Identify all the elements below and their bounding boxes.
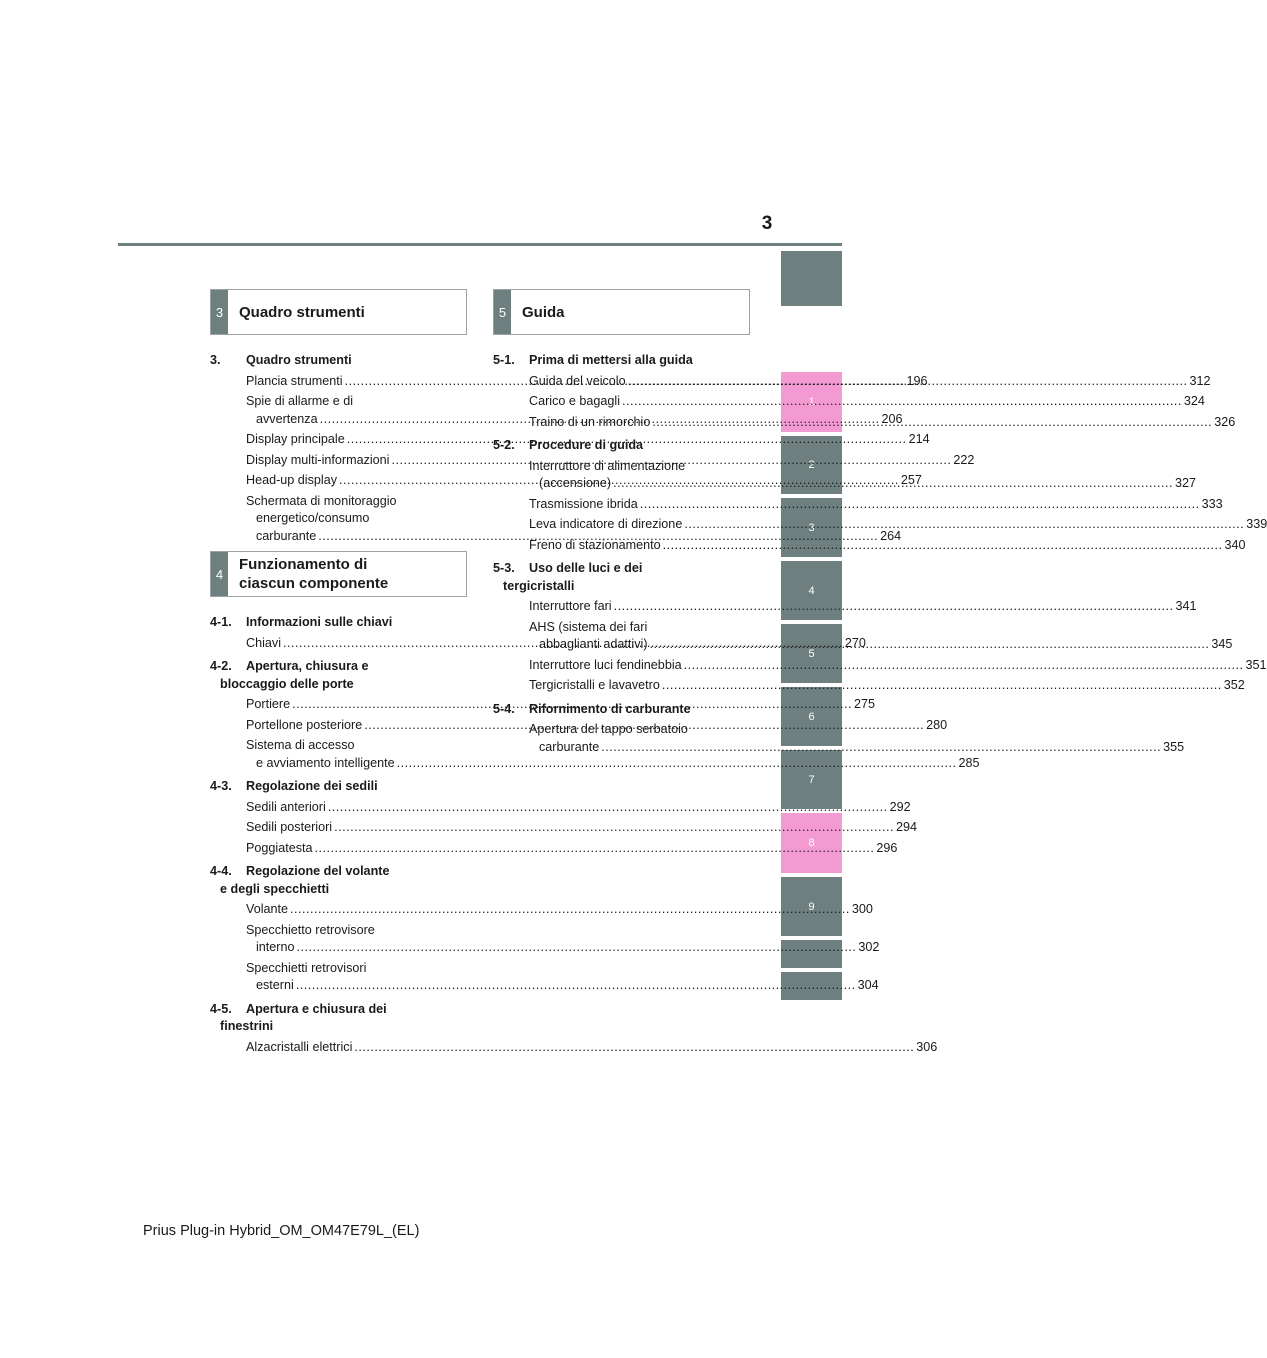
toc-item-text: Display principale <box>246 432 345 446</box>
toc-item-text: abbaglianti adattivi) <box>539 637 648 651</box>
toc-item-text: Sedili posteriori <box>246 820 333 834</box>
section-header-3[interactable] <box>210 289 467 335</box>
side-tab-5[interactable]: 5 <box>781 624 842 683</box>
toc-item-text: (accensione) <box>539 476 612 490</box>
toc-item-text: carburante <box>256 528 317 543</box>
dot-leader <box>354 1040 914 1054</box>
toc-item-text: Alzacristalli elettrici <box>246 1039 353 1054</box>
section-header-4[interactable] <box>210 551 467 597</box>
page-ref: 296 <box>876 840 898 855</box>
footer-document-id: Prius Plug-in Hybrid_OM_OM47E79L_(EL) <box>143 1223 420 1239</box>
dot-leader <box>315 841 875 855</box>
chapter-title: Apertura, chiusura e <box>246 659 369 673</box>
page-ref: 302 <box>858 940 880 954</box>
chapter-title: Procedure di guida <box>529 438 644 452</box>
page-ref: 196 <box>906 373 928 388</box>
page-ref: 280 <box>926 717 948 732</box>
toc-item-text: Spie di allarme e di <box>246 394 354 408</box>
toc-item-text: Chiavi <box>246 635 281 650</box>
page-ref: 327 <box>1174 476 1196 490</box>
toc-item-text: Portiere <box>246 697 291 711</box>
dot-leader <box>628 374 1188 388</box>
chapter-title: bloccaggio delle porte <box>220 676 354 691</box>
toc-chapter[interactable] <box>493 560 743 595</box>
toc-item[interactable] <box>493 537 1246 555</box>
page-ref: 341 <box>1175 599 1197 613</box>
page-ref: 355 <box>1163 739 1185 754</box>
page-ref: 222 <box>953 452 975 467</box>
toc-chapter[interactable] <box>210 863 460 898</box>
toc-item-text: carburante <box>539 739 600 754</box>
toc-item-text: Leva indicatore di direzione <box>529 517 683 531</box>
toc-item[interactable] <box>493 598 1197 616</box>
dot-leader <box>290 902 850 916</box>
toc-item[interactable] <box>210 1039 938 1057</box>
toc-item-text: e avviamento intelligente <box>256 755 395 770</box>
side-tab-9[interactable]: 9 <box>781 877 842 936</box>
page-ref: 340 <box>1224 537 1246 552</box>
dot-leader <box>613 476 1173 490</box>
toc-item-text: Portellone posteriore <box>246 717 363 732</box>
toc-item-text: Plancia strumenti <box>246 373 343 388</box>
chapter-number: 4-4. <box>210 864 232 878</box>
chapter-number: 4-1. <box>210 615 232 629</box>
toc-item-text: esterni <box>256 978 294 992</box>
chapter-title: Prima di mettersi alla guida <box>529 353 693 367</box>
toc-item-text: Apertura del tappo serbatoio <box>529 722 688 736</box>
toc-item-text: Display multi-informazioni <box>246 452 390 467</box>
section-title: Guida <box>522 303 565 321</box>
chapter-number: 5-1. <box>493 353 515 367</box>
toc-item-text: energetico/consumo <box>256 511 370 525</box>
page-ref: 300 <box>851 902 873 916</box>
toc-item[interactable] <box>493 393 1205 411</box>
toc-item-text: Carico e bagagli <box>529 394 621 408</box>
dot-leader <box>601 740 1161 754</box>
toc-item[interactable] <box>493 677 1245 695</box>
section-number-badge: 3 <box>211 290 228 334</box>
toc-item-text: Schermata di monitoraggio <box>246 493 397 508</box>
dot-leader <box>684 517 1244 531</box>
chapter-title: Uso delle luci e dei <box>529 561 643 575</box>
page-ref: 275 <box>853 697 875 711</box>
toc-item-text: Trasmissione ibrida <box>529 496 638 511</box>
page-ref: 339 <box>1246 517 1267 531</box>
toc-item[interactable] <box>210 799 911 817</box>
dot-leader <box>622 394 1182 408</box>
page-ref: 326 <box>1214 414 1236 429</box>
top-rule <box>118 243 842 246</box>
toc-item-text: Traino di un rimorchio <box>529 414 651 429</box>
toc-item-text: AHS (sistema dei fari <box>529 619 648 634</box>
page-ref: 352 <box>1223 678 1245 692</box>
side-tab-2[interactable]: 2 <box>781 436 842 494</box>
toc-chapter[interactable] <box>210 658 460 693</box>
toc-item-text: Sistema di accesso <box>246 738 355 752</box>
dot-leader <box>663 538 1223 552</box>
toc-item-text: Tergicristalli e lavavetro <box>529 678 660 692</box>
page-ref: 345 <box>1211 637 1233 651</box>
toc-item[interactable] <box>493 496 1223 514</box>
toc-item[interactable] <box>210 840 898 858</box>
toc-item-text: Volante <box>246 902 289 916</box>
chapter-title: Regolazione del volante <box>246 864 390 878</box>
toc-item-text: Freno di stazionamento <box>529 537 661 552</box>
dot-leader <box>640 497 1200 511</box>
page-ref: 292 <box>889 799 911 814</box>
toc-chapter[interactable] <box>493 352 743 370</box>
toc-item-text: Poggiatesta <box>246 840 313 855</box>
chapter-title: e degli specchietti <box>220 881 330 896</box>
section-number-badge: 5 <box>494 290 511 334</box>
side-tab-7[interactable]: 7 <box>781 750 842 809</box>
page-ref: 206 <box>881 411 903 426</box>
side-tab-3[interactable]: 3 <box>781 498 842 557</box>
section-header-5[interactable] <box>493 289 750 335</box>
section-number-badge: 4 <box>211 552 228 596</box>
toc-item-text: Guida del veicolo <box>529 373 626 388</box>
page-ref: 214 <box>908 432 930 446</box>
toc-chapter[interactable] <box>210 778 460 796</box>
section-title-line-1: Funzionamento di <box>239 556 368 573</box>
chapter-number: 4-3. <box>210 779 232 793</box>
page-ref: 257 <box>900 473 922 487</box>
chapter-title: Informazioni sulle chiavi <box>246 615 393 629</box>
toc-item-text: Sedili anteriori <box>246 799 326 814</box>
toc-item[interactable] <box>210 819 917 837</box>
side-tab-blank-top[interactable] <box>781 251 842 306</box>
page-ref: 304 <box>857 978 879 992</box>
page-ref: 285 <box>958 755 980 770</box>
chapter-title: Quadro strumenti <box>246 353 352 367</box>
chapter-title: Rifornimento di carburante <box>529 701 691 716</box>
page-ref: 351 <box>1245 657 1267 672</box>
toc-item-text: Specchietto retrovisore <box>246 922 375 937</box>
dot-leader <box>296 978 856 992</box>
page-ref: 312 <box>1189 373 1211 388</box>
toc-item[interactable] <box>493 657 1267 675</box>
toc-item[interactable] <box>493 516 1267 534</box>
section-title-line-2: ciascun componente <box>239 575 389 592</box>
page-number: 3 <box>761 213 773 234</box>
chapter-number: 5-2. <box>493 438 515 452</box>
chapter-number: 5-3. <box>493 561 515 575</box>
toc-item-text: Interruttore luci fendinebbia <box>529 657 682 672</box>
dot-leader <box>328 800 888 814</box>
chapter-number: 5-4. <box>493 701 515 716</box>
toc-item-text: Interruttore fari <box>529 599 612 613</box>
page-ref: 306 <box>916 1039 938 1054</box>
page-ref: 294 <box>895 820 917 834</box>
side-tab-4[interactable]: 4 <box>781 561 842 620</box>
chapter-number: 4-2. <box>210 659 232 673</box>
side-tab-6[interactable]: 6 <box>781 687 842 746</box>
dot-leader <box>297 940 857 954</box>
toc-item[interactable] <box>210 922 880 957</box>
toc-chapter[interactable] <box>493 701 743 719</box>
chapter-number: 3. <box>210 353 221 367</box>
toc-chapter[interactable] <box>493 437 743 455</box>
chapter-title: finestrini <box>220 1019 274 1033</box>
section-title: Quadro strumenti <box>239 303 365 321</box>
toc-chapter[interactable] <box>210 1001 460 1036</box>
dot-leader <box>334 820 894 834</box>
dot-leader <box>652 415 1212 429</box>
section-title <box>239 552 460 596</box>
page-ref: 264 <box>880 528 902 543</box>
page-ref: 324 <box>1183 394 1205 408</box>
toc-item-text: Specchietti retrovisori <box>246 960 367 975</box>
side-tab-8[interactable]: 8 <box>781 813 842 873</box>
chapter-title: Regolazione dei sedili <box>246 779 378 793</box>
dot-leader <box>662 678 1222 692</box>
chapter-title: Apertura e chiusura dei <box>246 1001 387 1016</box>
side-tab-1[interactable]: 1 <box>781 372 842 432</box>
toc-item-text: Head-up display <box>246 473 338 487</box>
chapter-title: tergicristalli <box>503 578 575 593</box>
toc-chapter[interactable] <box>210 614 460 632</box>
dot-leader <box>684 658 1244 672</box>
toc-item-text: Interruttore di alimentazione <box>529 458 686 473</box>
chapter-number: 4-5. <box>210 1001 232 1016</box>
dot-leader <box>650 637 1210 651</box>
page-ref: 270 <box>844 635 866 650</box>
toc-item-text: interno <box>256 940 295 954</box>
toc-item[interactable] <box>210 901 873 919</box>
page-ref: 333 <box>1201 496 1223 511</box>
toc-item-text: avvertenza <box>256 411 318 426</box>
toc-chapter[interactable] <box>210 352 460 370</box>
dot-leader <box>614 599 1174 613</box>
toc-item[interactable] <box>210 960 879 995</box>
